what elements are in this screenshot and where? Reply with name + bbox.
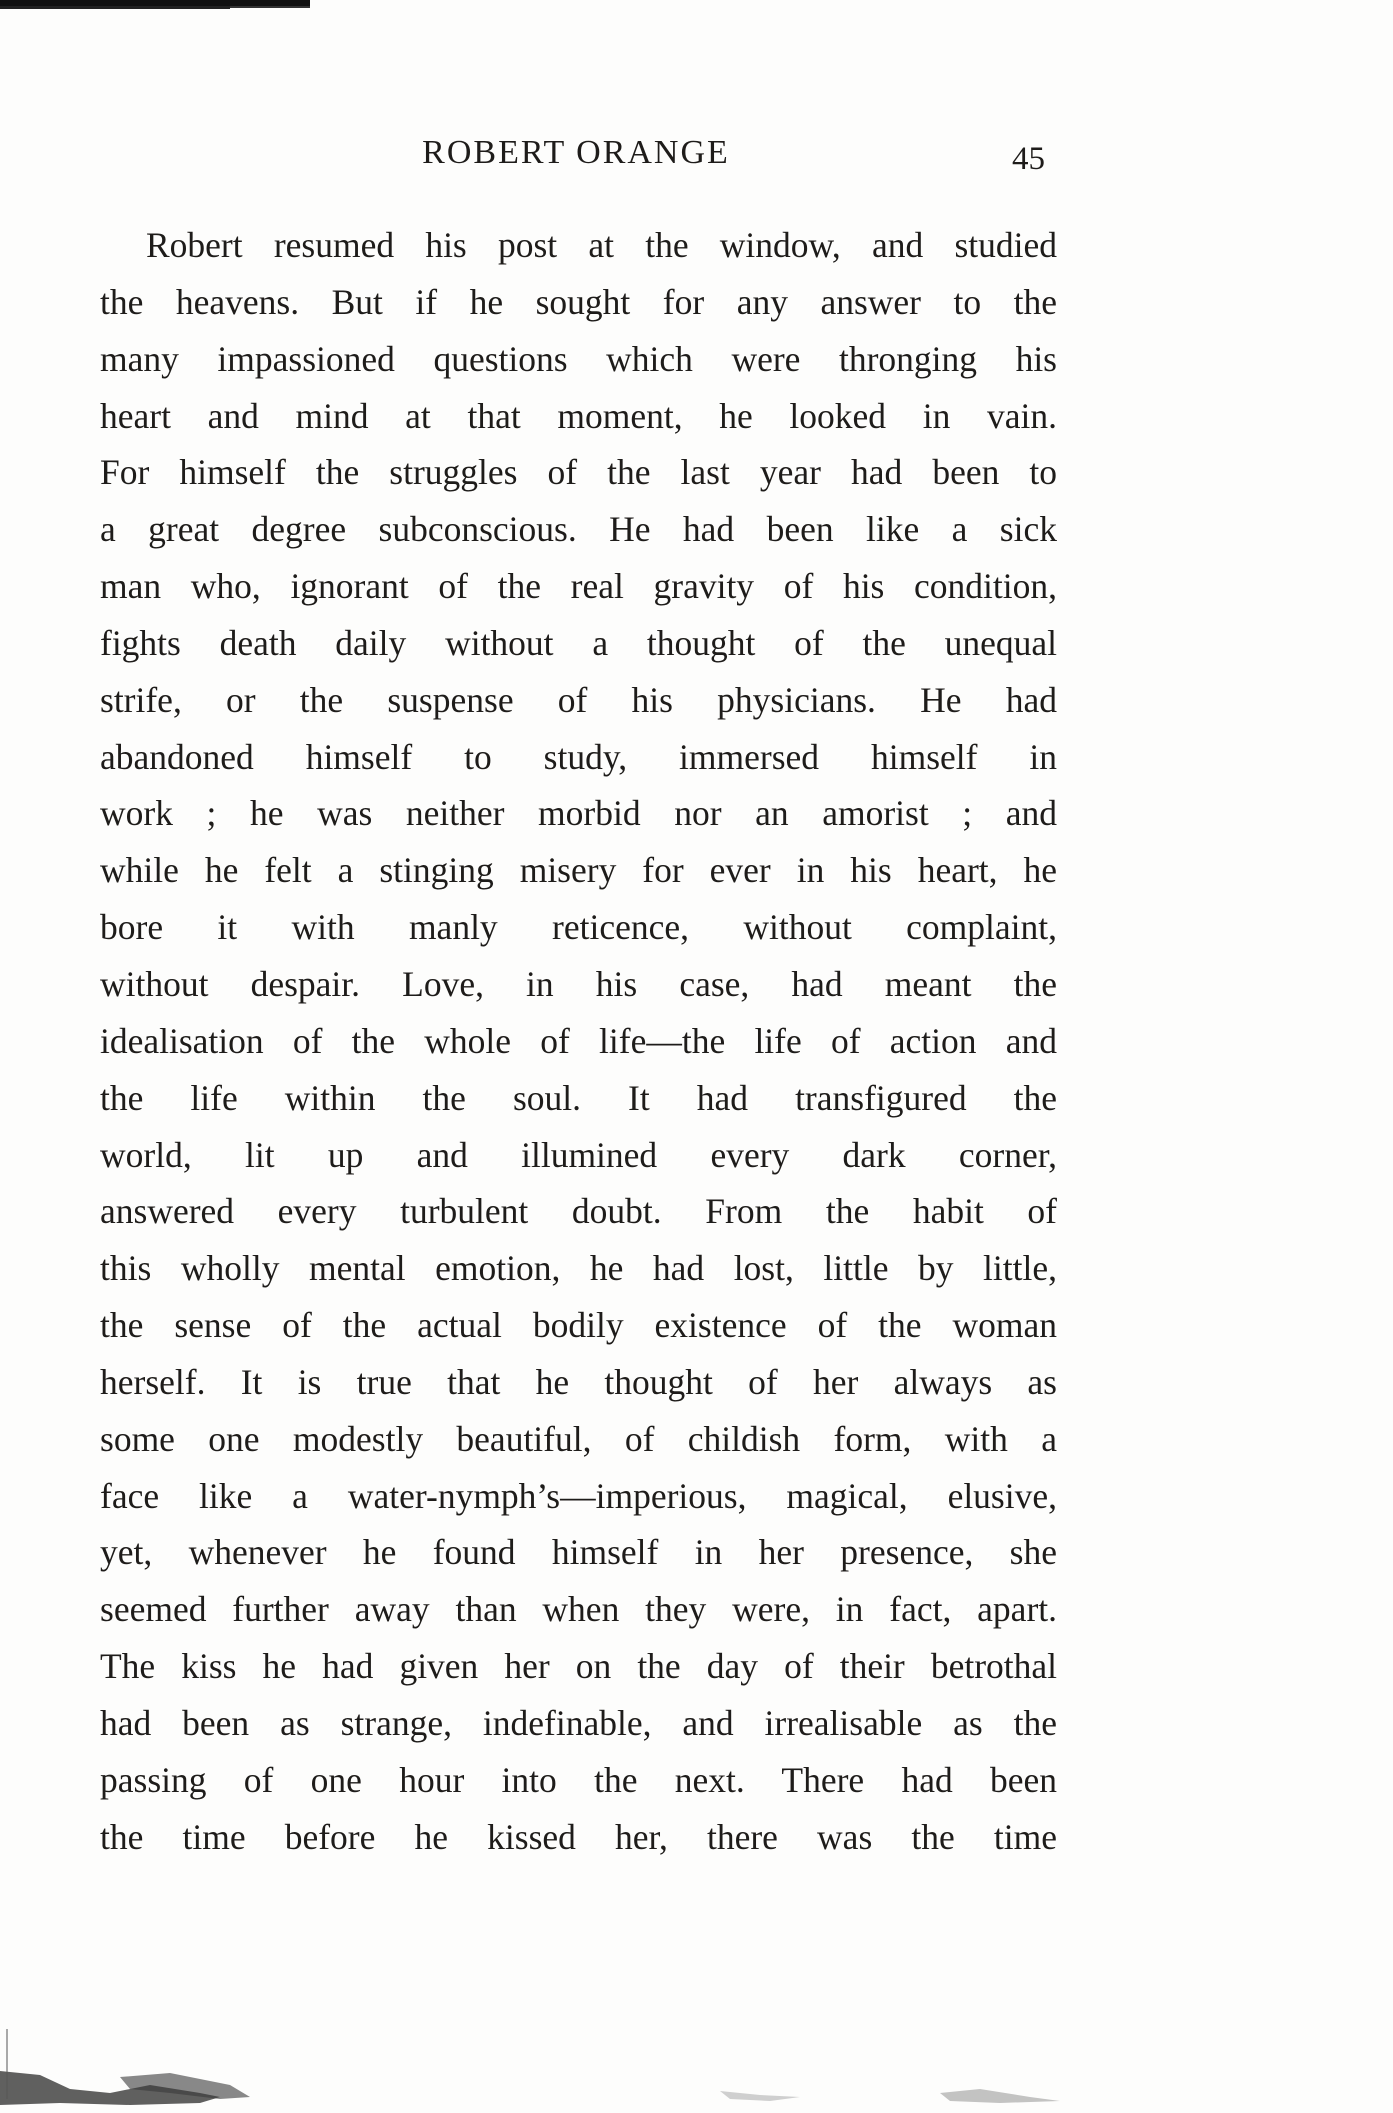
text-line: the sense of the actual bodily existence of the woman [100, 1305, 1057, 1346]
text-line: the life within the soul. It had transfigured the [100, 1077, 1057, 1118]
running-head [0, 128, 1393, 178]
text-line: strife, or the suspense of his physicians. He had [100, 679, 1057, 720]
text-line: abandoned himself to study, immersed himself in [100, 736, 1057, 777]
text-line: work ; he was neither morbid nor an amorist ; and [100, 793, 1057, 834]
text-line: The kiss he had given her on the day of their betrothal [100, 1646, 1057, 1687]
text-line: Robert resumed his post at the window, and studied [146, 225, 1057, 265]
text-line: answered every turbulent doubt. From the habit of [100, 1191, 1057, 1232]
text-line: without despair. Love, in his case, had meant the [100, 963, 1057, 1004]
text-line: man who, ignorant of the real gravity of his condition, [100, 566, 1057, 607]
text-line: heart and mind at that moment, he looked in vain. [100, 395, 1057, 436]
text-line: had been as strange, indefinable, and irrealisable as the [100, 1702, 1057, 1743]
text-line: fights death daily without a thought of the unequal [100, 622, 1057, 663]
text-line: world, lit up and illumined every dark corner, [100, 1134, 1057, 1175]
text-line: passing of one hour into the next. There had been [100, 1759, 1057, 1800]
text-line: some one modestly beautiful, of childish form, with a [100, 1418, 1057, 1459]
running-title: ROBERT ORANGE [422, 134, 730, 171]
text-line: seemed further away than when they were, in fact, apart. [100, 1589, 1057, 1630]
text-line: herself. It is true that he thought of her always as [100, 1361, 1057, 1402]
text-line: the time before he kissed her, there was the time [100, 1816, 1057, 1857]
scan-edge-noise [0, 1993, 1393, 2113]
text-line: yet, whenever he found himself in her presence, she [100, 1532, 1057, 1573]
page-number: 45 [1012, 141, 1045, 177]
text-line: face like a water-nymph’s—imperious, magical, elusive, [100, 1475, 1057, 1516]
text-line: while he felt a stinging misery for ever in his heart, he [100, 850, 1057, 891]
text-line: this wholly mental emotion, he had lost, little by little, [100, 1248, 1057, 1289]
body-text [100, 217, 1057, 1865]
top-edge-rule [0, 0, 310, 14]
text-line: many impassioned questions which were thronging his [100, 338, 1057, 379]
text-line: idealisation of the whole of life—the life of action and [100, 1020, 1057, 1061]
text-line: For himself the struggles of the last year had been to [100, 452, 1057, 493]
text-line: the heavens. But if he sought for any answer to the [100, 281, 1057, 322]
text-line: a great degree subconscious. He had been like a sick [100, 509, 1057, 550]
text-line: bore it with manly reticence, without complaint, [100, 907, 1057, 948]
